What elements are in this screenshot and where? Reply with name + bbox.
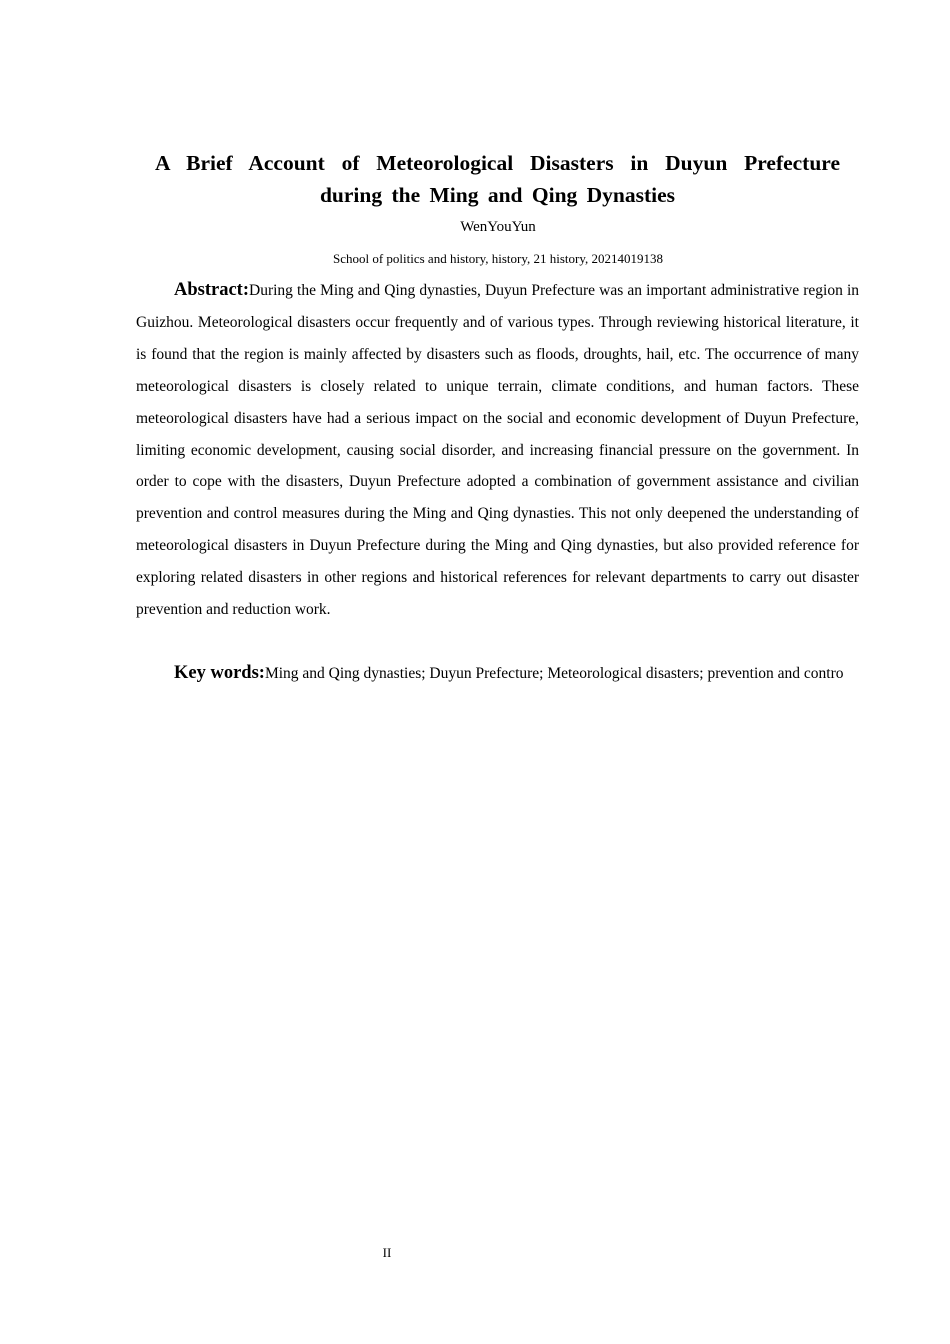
page-number: II — [382, 1245, 392, 1260]
keywords-label: Key words: — [174, 663, 265, 683]
author-name: WenYouYun — [460, 219, 536, 235]
author-affiliation: School of politics and history, history, 21 history, 20214019138 — [332, 251, 664, 266]
abstract-label: Abstract: — [174, 280, 250, 300]
keywords-text: Ming and Qing dynasties; Duyun Prefecture; Meteorological disasters; prevention and contro — [264, 665, 844, 682]
abstract-paragraph — [136, 275, 859, 626]
abstract-text: During the Ming and Qing dynasties, Duyun Prefecture was an important administrative region in Guizhou. Meteorological disasters occur frequently and of various types. Through reviewing historical literature, it is found that the region is mainly affected by disasters such as floods, droughts, hail, etc. The occurrence of many meteorological disasters is closely related to unique terrain, climate conditions, and human factors. These meteorological disasters have had a serious impact on the social and economic development of Duyun Prefecture, limiting economic development, causing social disorder, and increasing financial pressure on the government. In order to cope with the disasters, Duyun Prefecture adopted a combination of government assistance and civilian prevention and control measures during the Ming and Qing dynasties. This not only deepened the understanding of meteorological disasters in Duyun Prefecture during the Ming and Qing dynasties, but also provided reference for exploring related disasters in other regions and historical references for relevant departments to carry out disaster prevention and reduction work. — [136, 282, 859, 619]
paper-title: A Brief Account of Meteorological Disasters in Duyun Prefecture during the Ming and Qing Dynasties — [155, 151, 840, 207]
keywords-paragraph — [136, 658, 859, 690]
